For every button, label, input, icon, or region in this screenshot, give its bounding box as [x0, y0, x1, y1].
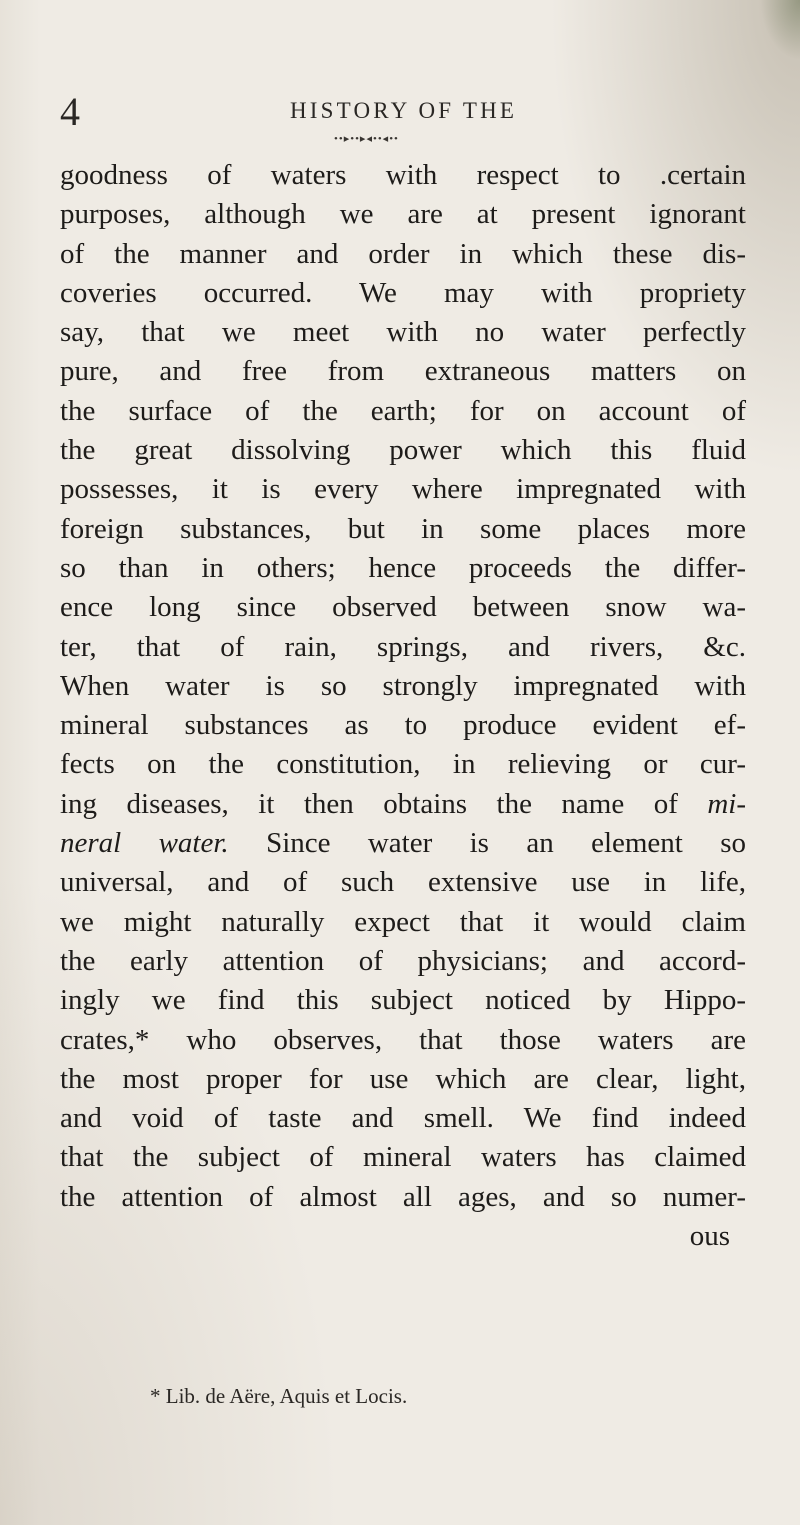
- text-line: of the manner and order in which these dis-: [60, 237, 746, 270]
- text-segment: ing diseases, it then obtains the name of: [60, 787, 678, 820]
- italic-segment: neral water.: [60, 827, 229, 860]
- text-line: the early attention of physicians; and accord-: [60, 944, 746, 977]
- page-number: 4: [60, 89, 80, 134]
- text-line: the great dissolving power which this fluid: [60, 434, 746, 467]
- text-line: the attention of almost all ages, and so numer-: [60, 1180, 746, 1213]
- text-line: goodness of waters with respect to .certain: [60, 159, 746, 191]
- text-line: possesses, it is every where impregnated with: [60, 473, 746, 506]
- text-line: foreign substances, but in some places more: [60, 512, 746, 545]
- page-stain: [760, 0, 800, 60]
- text-line: so than in others; hence proceeds the differ-: [60, 551, 746, 584]
- running-head: HISTORY OF THE: [290, 98, 518, 123]
- text-line: ence long since observed between snow wa-: [60, 591, 746, 624]
- italic-segment: mi-: [707, 787, 747, 820]
- text-line: fects on the constitution, in relieving or cur-: [60, 748, 746, 781]
- text-line: ter, that of rain, springs, and rivers, &c.: [60, 630, 746, 663]
- text-line: that the subject of mineral waters has claimed: [60, 1141, 746, 1174]
- footnote: * Lib. de Aëre, Aquis et Locis.: [150, 1384, 408, 1408]
- text-line: universal, and of such extensive use in life,: [60, 866, 746, 899]
- text-line: we might naturally expect that it would claim: [60, 905, 746, 938]
- text-line: and void of taste and smell. We find indeed: [60, 1102, 746, 1135]
- header-ornament: ••▸••▸◂••◂••: [334, 133, 399, 145]
- text-line: pure, and free from extraneous matters on: [60, 355, 746, 388]
- text-segment: Since water is an element so: [266, 827, 747, 860]
- text-line: When water is so strongly impregnated with: [60, 669, 746, 702]
- text-line: the most proper for use which are clear, light,: [60, 1062, 746, 1095]
- text-line: mineral substances as to produce evident ef-: [60, 709, 746, 742]
- body-text: [60, 156, 746, 1256]
- text-line: say, that we meet with no water perfectly: [60, 316, 746, 349]
- text-line: purposes, although we are at present ignorant: [60, 198, 746, 231]
- catchword: ous: [689, 1220, 730, 1253]
- text-line: crates,* who observes, that those waters are: [60, 1023, 746, 1056]
- text-line: coveries occurred. We may with propriety: [60, 276, 746, 309]
- text-line: the surface of the earth; for on account of: [60, 394, 746, 427]
- text-line-mixed: [60, 824, 746, 863]
- text-line: ingly we find this subject noticed by Hippo-: [60, 984, 746, 1017]
- text-line-mixed: [60, 785, 746, 824]
